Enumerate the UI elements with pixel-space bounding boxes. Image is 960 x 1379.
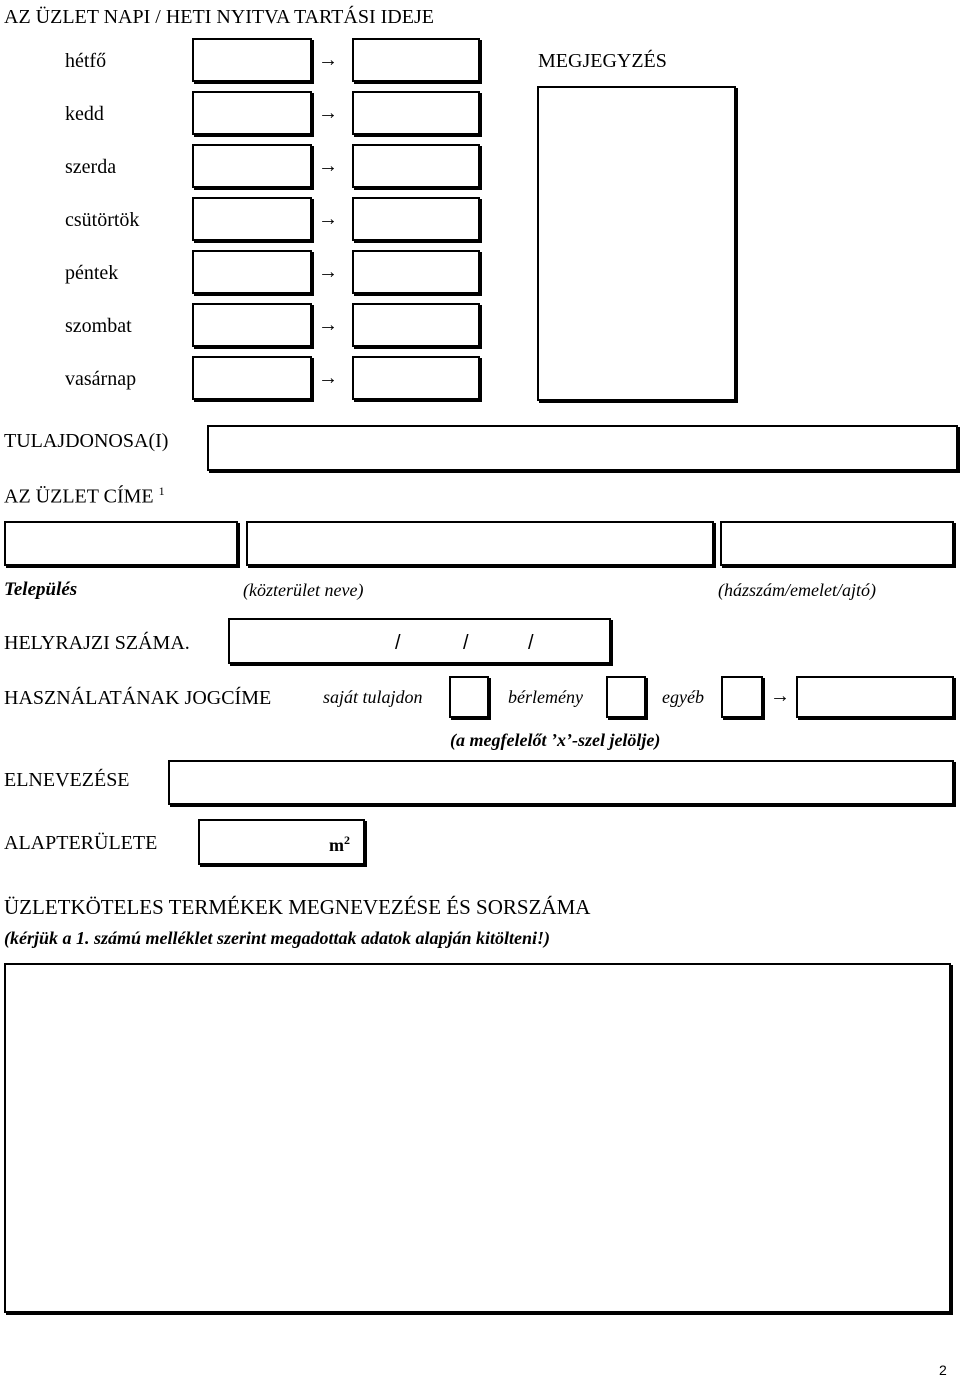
usage-option-rent: bérlemény (508, 687, 583, 707)
page-number: 2 (939, 1362, 947, 1378)
products-title: ÜZLETKÖTELES TERMÉKEK MEGNEVEZÉSE ÉS SORSZÁMA (4, 895, 591, 919)
wednesday-close-input[interactable] (352, 144, 480, 188)
address-label: AZ ÜZLET CÍME $^1$ (4, 484, 165, 508)
arrow-right-icon: → (770, 685, 790, 707)
products-note: (kérjük a 1. számú melléklet szerint megadottak adatok alapján kitölteni!) (4, 928, 551, 948)
parcel-label: HELYRAJZI SZÁMA. (4, 632, 190, 654)
arrow-right-icon: → (318, 155, 338, 177)
arrow-right-icon: → (318, 102, 338, 124)
parcel-input[interactable] (228, 618, 611, 664)
usage-label: HASZNÁLATÁNAK JOGCÍME (4, 687, 272, 709)
address-number-caption: (házszám/emelet/ajtó) (718, 580, 876, 600)
address-number-input[interactable] (720, 521, 954, 566)
day-label-sunday: vasárnap (65, 368, 137, 390)
area-unit: $m^2$ (329, 833, 350, 855)
friday-close-input[interactable] (352, 250, 480, 294)
day-label-monday: hétfő (65, 50, 107, 72)
owner-label: TULAJDONOSA(I) (4, 430, 169, 452)
tuesday-open-input[interactable] (192, 91, 312, 135)
monday-close-input[interactable] (352, 38, 480, 82)
usage-other-input[interactable] (796, 676, 954, 718)
saturday-close-input[interactable] (352, 303, 480, 347)
usage-rent-checkbox[interactable] (606, 676, 646, 718)
page-title: AZ ÜZLET NAPI / HETI NYITVA TARTÁSI IDEJE (4, 6, 434, 28)
saturday-open-input[interactable] (192, 303, 312, 347)
day-label-saturday: szombat (65, 315, 132, 337)
note-label: MEGJEGYZÉS (538, 50, 667, 72)
products-textarea[interactable] (4, 963, 951, 1313)
parcel-separator: / (463, 632, 469, 654)
address-street-input[interactable] (246, 521, 714, 566)
day-label-wednesday: szerda (65, 156, 117, 178)
usage-hint: (a megfelelőt ’x’-szel jelölje) (450, 730, 661, 750)
arrow-right-icon: → (318, 261, 338, 283)
friday-open-input[interactable] (192, 250, 312, 294)
tuesday-close-input[interactable] (352, 91, 480, 135)
day-label-tuesday: kedd (65, 103, 104, 125)
name-input[interactable] (168, 760, 954, 805)
day-label-thursday: csütörtök (65, 209, 140, 231)
arrow-right-icon: → (318, 49, 338, 71)
sunday-close-input[interactable] (352, 356, 480, 400)
day-label-friday: péntek (65, 262, 119, 284)
parcel-separator: / (528, 632, 534, 654)
arrow-right-icon: → (318, 208, 338, 230)
note-textarea[interactable] (537, 86, 736, 401)
thursday-open-input[interactable] (192, 197, 312, 241)
sunday-open-input[interactable] (192, 356, 312, 400)
usage-own-checkbox[interactable] (449, 676, 489, 718)
name-label: ELNEVEZÉSE (4, 769, 130, 791)
owner-input[interactable] (207, 425, 958, 471)
arrow-right-icon: → (318, 367, 338, 389)
usage-option-other: egyéb (662, 687, 704, 707)
thursday-close-input[interactable] (352, 197, 480, 241)
area-label: ALAPTERÜLETE (4, 832, 158, 854)
arrow-right-icon: → (318, 314, 338, 336)
wednesday-open-input[interactable] (192, 144, 312, 188)
monday-open-input[interactable] (192, 38, 312, 82)
usage-other-checkbox[interactable] (721, 676, 763, 718)
address-city-caption: Település (4, 579, 78, 600)
usage-option-own: saját tulajdon (323, 687, 423, 707)
parcel-separator: / (395, 632, 401, 654)
address-city-input[interactable] (4, 521, 238, 566)
address-street-caption: (közterület neve) (243, 580, 364, 600)
